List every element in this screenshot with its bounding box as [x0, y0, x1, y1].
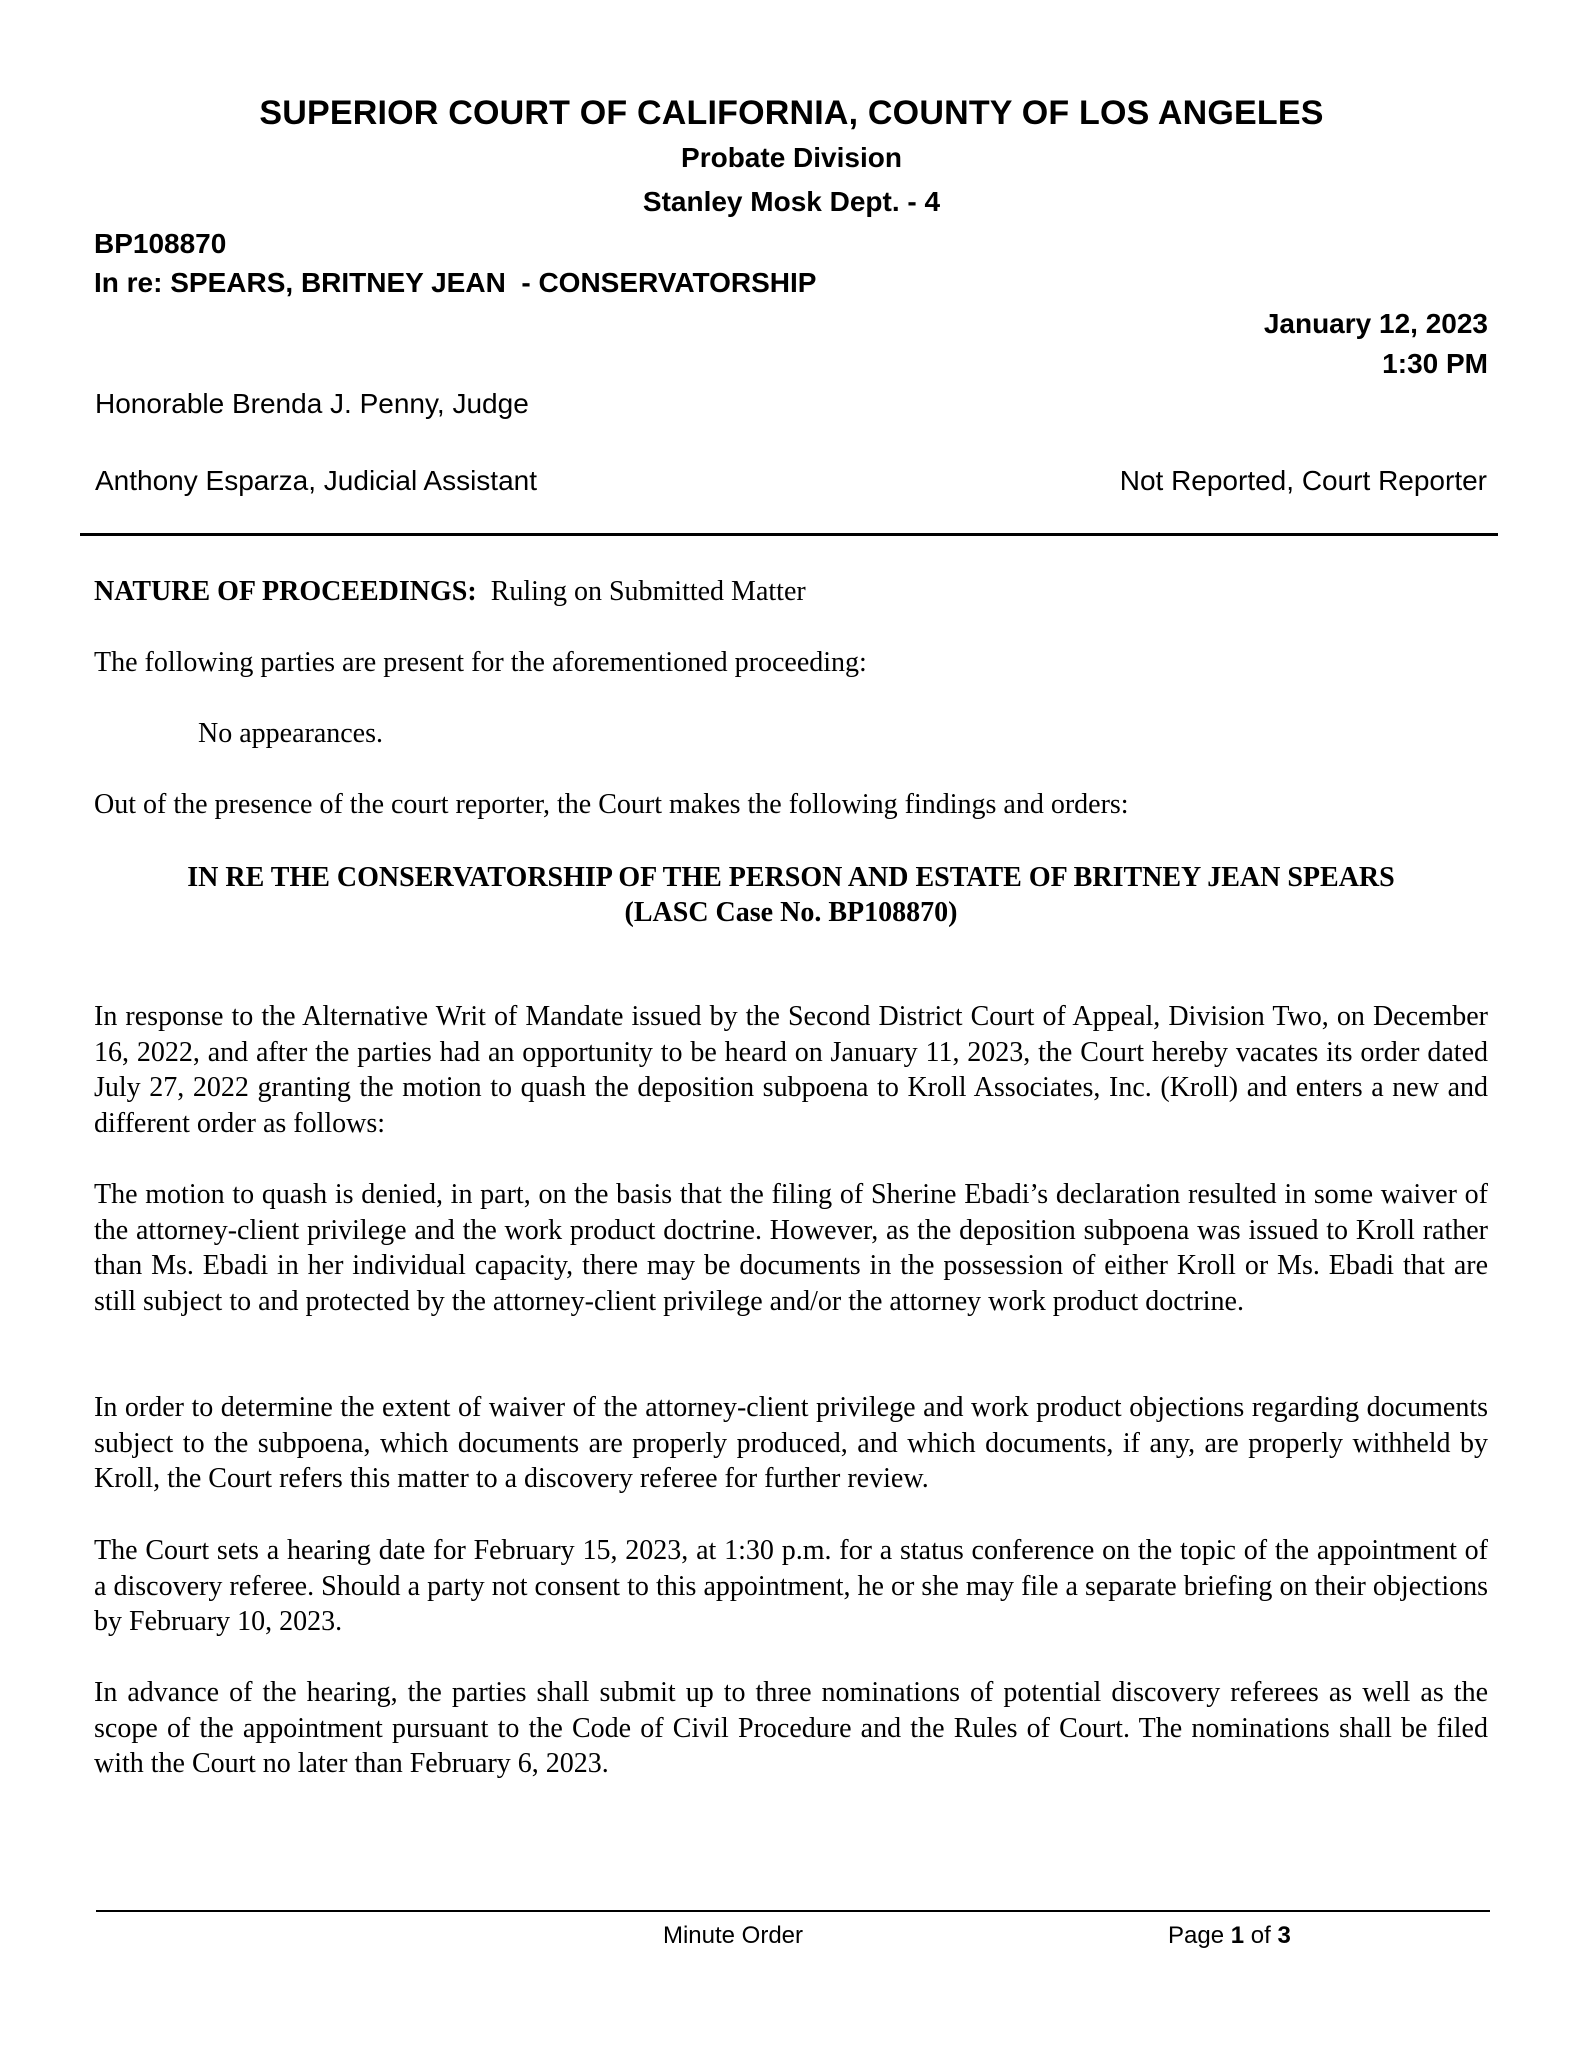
judge-name: Honorable Brenda J. Penny, Judge: [95, 388, 529, 419]
department-name: Stanley Mosk Dept. - 4: [642, 186, 941, 217]
page-total: 3: [1277, 1922, 1291, 1949]
page-number: [1168, 1922, 1291, 1950]
hearing-time: 1:30 PM: [1382, 348, 1488, 379]
court-reporter: Not Reported, Court Reporter: [1119, 465, 1487, 496]
order-paragraph: The Court sets a hearing date for February 15, 2023, at 1:30 p.m. for a status conference on the topic of the appointment of a discovery referee. Should a party not consent to this appointment, he or she may file a separate briefing on their objections by February 10, 2023.: [94, 1535, 1488, 1637]
hearing-date: January 12, 2023: [1263, 308, 1488, 339]
order-heading-line2: (LASC Case No. BP108870): [624, 897, 958, 928]
division-name: Probate Division: [681, 142, 902, 173]
order-heading-line1: IN RE THE CONSERVATORSHIP OF THE PERSON AND ESTATE OF BRITNEY JEAN SPEARS: [187, 862, 1395, 893]
order-heading: [94, 860, 1488, 930]
header-divider: [80, 533, 1498, 536]
case-number: BP108870: [94, 228, 227, 259]
order-paragraph: In response to the Alternative Writ of Mandate issued by the Second District Court of Appeal, Division Two, on December 16, 2022, and after the parties had an opportunity to be heard on January 11, 2023, the Court hereby vacates its order dated July 27, 2022 granting the motion to quash the deposition subpoena to Kroll Associates, Inc. (Kroll) and enters a new and different order as follows:: [94, 1001, 1488, 1139]
court-title: SUPERIOR COURT OF CALIFORNIA, COUNTY OF LOS ANGELES: [259, 94, 1324, 132]
nature-of-proceedings: [94, 576, 806, 608]
nature-value: Ruling on Submitted Matter: [490, 576, 806, 607]
parties-intro: The following parties are present for the aforementioned proceeding:: [94, 647, 867, 678]
appearances: No appearances.: [198, 718, 384, 749]
order-paragraph: The motion to quash is denied, in part, on the basis that the filing of Sherine Ebadi’s declaration resulted in some waiver of the attorney-client privilege and the work product doctrine. However, as the deposition subpoena was issued to Kroll rather than Ms. Ebadi in her individual capacity, there may be documents in the possession of either Kroll or Ms. Ebadi that are still subject to and protected by the attorney-client privilege and/or the attorney work product doctrine.: [94, 1179, 1488, 1317]
page-current: 1: [1230, 1922, 1245, 1949]
order-paragraph: In order to determine the extent of waiver of the attorney-client privilege and work product objections regarding documents subject to the subpoena, which documents are properly produced, and which documents, if any, are properly withheld by Kroll, the Court refers this matter to a discovery referee for further review.: [94, 1392, 1488, 1494]
order-paragraph: In advance of the hearing, the parties shall submit up to three nominations of potential discovery referees as well as the scope of the appointment pursuant to the Code of Civil Procedure and the Rules of Court. The nominations shall be filed with the Court no later than February 6, 2023.: [94, 1677, 1488, 1779]
footer-label: Minute Order: [662, 1922, 804, 1949]
nature-label: NATURE OF PROCEEDINGS:: [94, 576, 477, 607]
case-caption: In re: SPEARS, BRITNEY JEAN - CONSERVATORSHIP: [94, 267, 817, 298]
judicial-assistant: Anthony Esparza, Judicial Assistant: [95, 465, 538, 496]
page-prefix: Page: [1168, 1922, 1225, 1949]
findings-intro: Out of the presence of the court reporter, the Court makes the following findings and orders:: [94, 789, 1129, 820]
page-of: of: [1250, 1922, 1271, 1949]
footer-divider: [96, 1910, 1490, 1912]
